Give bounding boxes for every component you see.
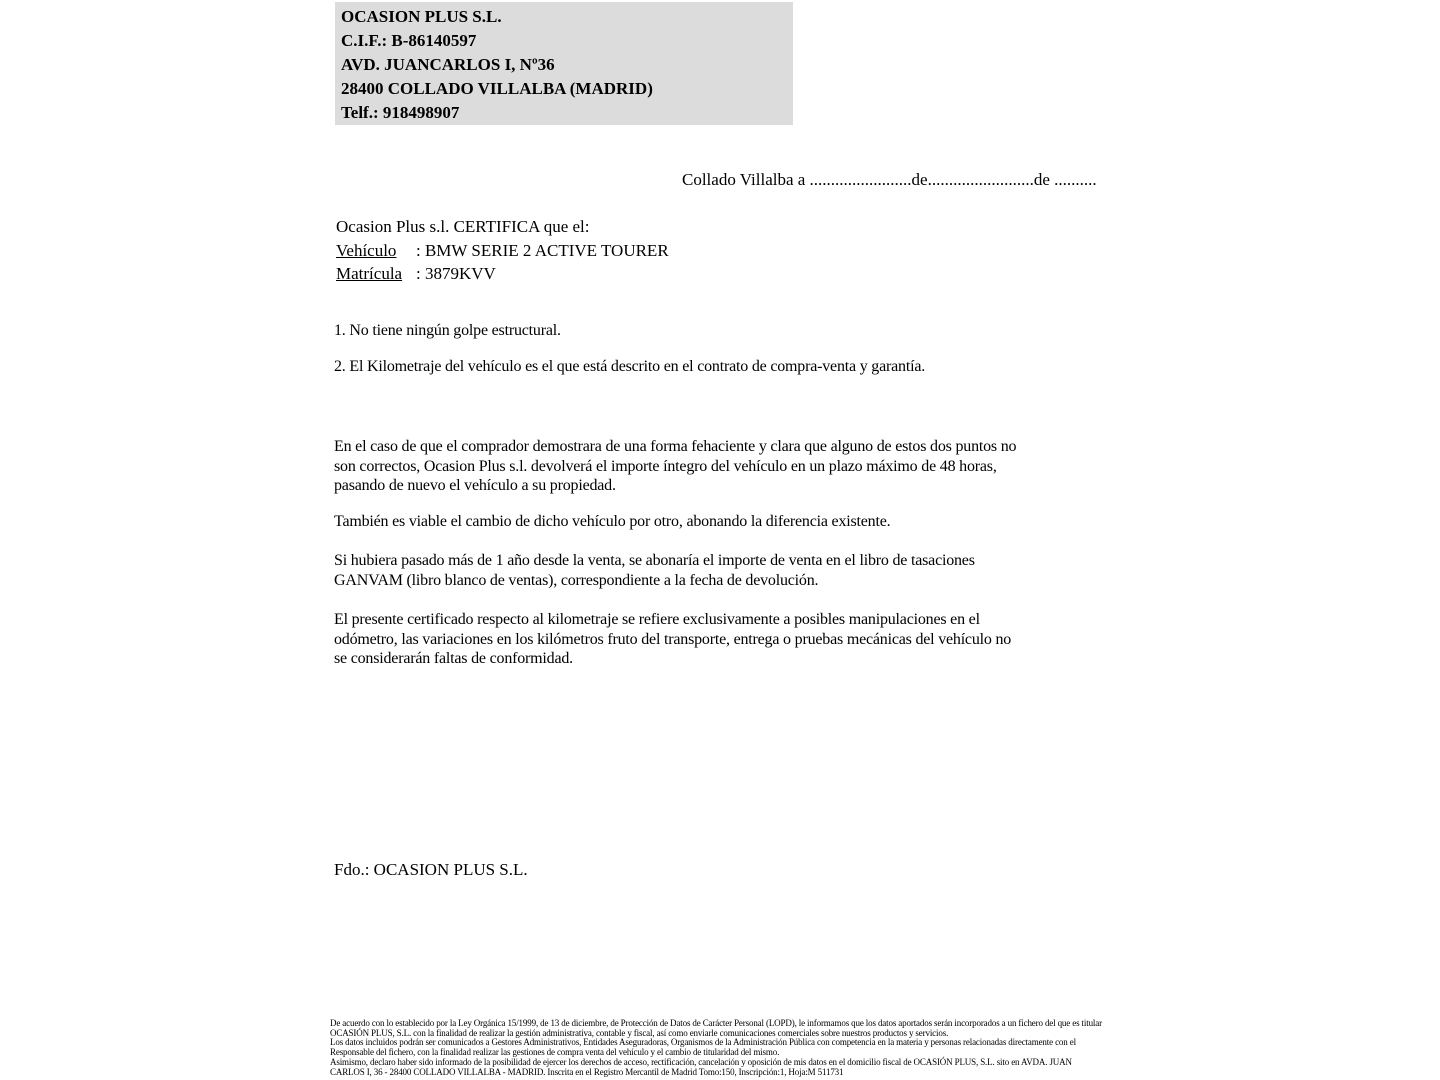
company-phone: Telf.: 918498907 — [341, 103, 460, 122]
certificate-block — [336, 215, 669, 286]
company-name: OCASION PLUS S.L. — [341, 7, 502, 26]
paragraph-line: También es viable el cambio de dicho vehículo por otro, abonando la diferencia existente. — [334, 512, 891, 530]
paragraph-line: Si hubiera pasado más de 1 año desde la venta, se abonaría el importe de venta en el libro de tasaciones — [334, 552, 975, 569]
paragraph-line: GANVAM (libro blanco de ventas), correspondiente a la fecha de devolución. — [334, 571, 819, 589]
paragraph-line: son correctos, Ocasion Plus s.l. devolverá el importe íntegro del vehículo en un plazo máximo de 48 horas, — [334, 457, 997, 475]
company-cif: C.I.F.: B-86140597 — [341, 31, 477, 50]
paragraphs-block — [334, 437, 1124, 669]
vehicle-label: Vehículo — [336, 240, 397, 260]
legal-line: De acuerdo con lo establecido por la Ley Orgánica 15/1999, de 13 de diciembre, de Protección de Datos de Carácter Personal (LOPD), le informamos que los datos aportados serán incorporados a un fichero del que es titular — [330, 1018, 1102, 1028]
legal-fine-print — [330, 1019, 1120, 1077]
company-city: 28400 COLLADO VILLALBA (MADRID) — [341, 79, 653, 98]
paragraph-line: se considerarán faltas de conformidad. — [334, 650, 573, 667]
plate-label: Matrícula — [336, 264, 403, 283]
plate-value: : 3879KVV — [416, 264, 496, 283]
date-line: Collado Villalba a ........................de.........................de .......... — [682, 170, 1097, 189]
vehicle-field — [336, 239, 669, 263]
signature-line: Fdo.: OCASION PLUS S.L. — [334, 860, 528, 879]
paragraph-ganvam — [334, 551, 1124, 590]
vehicle-value: : BMW SERIE 2 ACTIVE TOURER — [416, 240, 669, 260]
paragraph-line: odómetro, las variaciones en los kilómetros fruto del transporte, entrega o pruebas mecánicas del vehículo no — [334, 630, 1012, 648]
company-address: AVD. JUANCARLOS I, Nº36 — [341, 55, 555, 74]
paragraph-refund — [334, 437, 1124, 496]
paragraph-exchange — [334, 512, 1124, 532]
points-block — [334, 322, 1124, 394]
certificate-intro: Ocasion Plus s.l. CERTIFICA que el: — [336, 217, 590, 236]
paragraph-odometer — [334, 610, 1124, 669]
point-1: 1. No tiene ningún golpe estructural. — [334, 322, 561, 339]
paragraph-line: pasando de nuevo el vehículo a su propiedad. — [334, 477, 616, 494]
point-2: 2. El Kilometraje del vehículo es el que está descrito en el contrato de compra-venta y garantía. — [334, 358, 926, 375]
legal-line: Responsable del fichero, con la finalidad realizar las gestiones de compra venta del vehículo y el cambio de titularidad del mismo. — [330, 1047, 780, 1058]
company-header-box — [335, 2, 793, 125]
legal-line: Los datos incluidos podrán ser comunicados a Gestores Administrativos, Entidades Aseguradoras, Organismos de la Administración Pública con competencia en la materia y personas relacionadas directamente con el — [330, 1037, 1076, 1048]
paragraph-line: El presente certificado respecto al kilometraje se refiere exclusivamente a posibles manipulaciones en el — [334, 611, 980, 628]
legal-line: Asimismo, declaro haber sido informado de la posibilidad de ejercer los derechos de acceso, rectificación, cancelación y oposición de mis datos en el domicilio fiscal de OCASIÓN PLUS, S.L. sito en AVDA. JUAN — [330, 1056, 1072, 1067]
legal-line: CARLOS I, 36 - 28400 COLLADO VILLALBA - MADRID. Inscrita en el Registro Mercantil de Madrid Tomo:150, Inscripción:1, Hoja:M 511731 — [330, 1066, 844, 1077]
paragraph-line: En el caso de que el comprador demostrara de una forma fehaciente y clara que alguno de estos dos puntos no — [334, 438, 1017, 455]
plate-field — [336, 262, 669, 286]
legal-line: OCASIÓN PLUS, S.L. con la finalidad de realizar la gestión administrativa, contable y fiscal, así como enviarle comunicaciones comerciales sobre nuestros productos y servicios. — [330, 1027, 949, 1038]
